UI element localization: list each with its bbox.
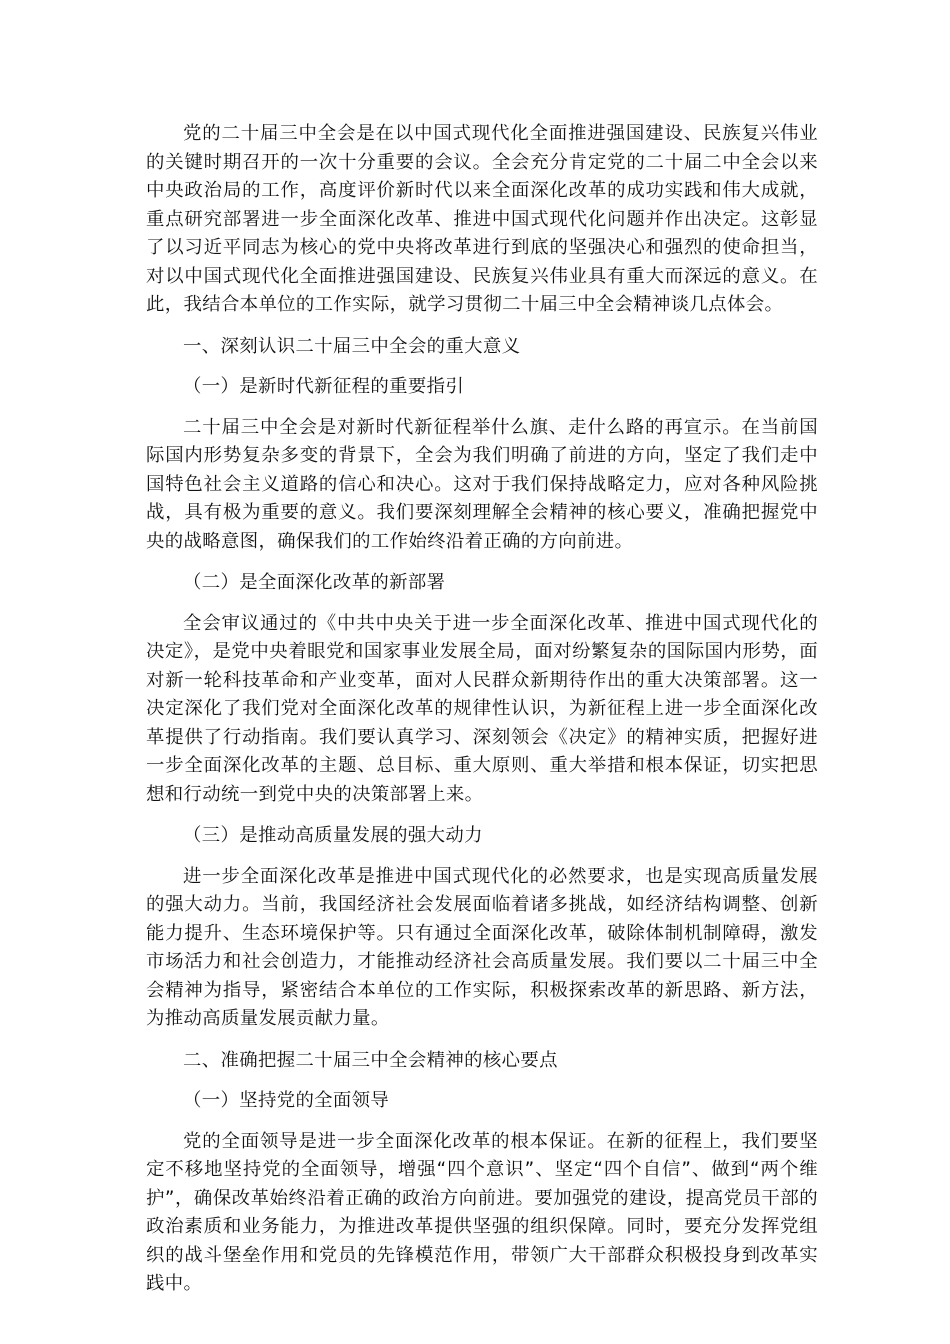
intro-paragraph: 党的二十届三中全会是在以中国式现代化全面推进强国建设、民族复兴伟业的关键时期召开的一次十分重要的会议。全会充分肯定党的二十届二中全会以来中央政治局的工作，高度评价新时代以来全面深化改革的成功实践和伟大成就，重点研究部署进一步全面深化改革、推进中国式现代化问题并作出决定。这彰显了以习近平同志为核心的党中央将改革进行到底的坚强决心和强烈的使命担当，对以中国式现代化全面推进强国建设、民族复兴伟业具有重大而深远的意义。在此，我结合本单位的工作实际，就学习贯彻二十届三中全会精神谈几点体会。 xyxy=(146,123,818,315)
spacer xyxy=(146,361,818,373)
spacer xyxy=(146,1034,818,1047)
subheading-1-3: （三）是推动高质量发展的强大动力 xyxy=(183,825,483,846)
spacer xyxy=(146,1075,818,1087)
spacer xyxy=(146,809,818,822)
spacer xyxy=(146,851,818,863)
spacer xyxy=(146,556,818,569)
subheading-2-1: （一）坚持党的全面领导 xyxy=(183,1090,390,1111)
spacer xyxy=(146,402,818,414)
paragraph-2-1: 党的全面领导是进一步全面深化改革的根本保证。在新的征程上，我们要坚定不移地坚持党的全面领导，增强“四个意识”、坚定“四个自信”、做到“两个维护”，确保改革始终沿着正确的政治方向前进。要加强党的建设，提高党员干部的政治素质和业务能力，为推进改革提供坚强的组织保障。同时，要充分发挥党组织的战斗堡垒作用和党员的先锋模范作用，带领广大干部群众积极投身到改革实践中。 xyxy=(146,1130,818,1294)
section-heading-1: 一、深刻认识二十届三中全会的重大意义 xyxy=(183,335,521,357)
paragraph-1-1: 二十届三中全会是对新时代新征程举什么旗、走什么路的再宣示。在当前国际国内形势复杂多变的背景下，全会为我们明确了前进的方向，坚定了我们走中国特色社会主义道路的信心和决心。这对于我们保持战略定力，应对各种风险挑战，具有极为重要的意义。我们要深刻理解全会精神的核心要义，准确把握党中央的战略意图，确保我们的工作始终沿着正确的方向前进。 xyxy=(146,416,818,552)
spacer xyxy=(146,598,818,610)
section-heading-2: 二、准确把握二十届三中全会精神的核心要点 xyxy=(183,1049,558,1071)
paragraph-1-2: 全会审议通过的《中共中央关于进一步全面深化改革、推进中国式现代化的决定》，是党中央着眼党和国家事业发展全局，面对纷繁复杂的国际国内形势，面对新一轮科技革命和产业变革，面对人民群众新期待作出的重大决策部署。这一决定深化了我们党对全面深化改革的规律性认识，为新征程上进一步全面深化改革提供了行动指南。我们要认真学习、深刻领会《决定》的精神实质，把握好进一步全面深化改革的主题、总目标、重大原则、重大举措和根本保证，切实把思想和行动统一到党中央的决策部署上来。 xyxy=(146,612,818,805)
paragraph-1-3: 进一步全面深化改革是推进中国式现代化的必然要求，也是实现高质量发展的强大动力。当前，我国经济社会发展面临着诸多挑战，如经济结构调整、创新能力提升、生态环境保护等。只有通过全面深化改革，破除体制机制障碍，激发市场活力和社会创造力，才能推动经济社会高质量发展。我们要以二十届三中全会精神为指导，紧密结合本单位的工作实际，积极探索改革的新思路、新方法，为推动高质量发展贡献力量。 xyxy=(146,865,818,1029)
spacer xyxy=(146,320,818,333)
subheading-1-1: （一）是新时代新征程的重要指引 xyxy=(183,376,465,397)
document-body xyxy=(146,120,818,1299)
subheading-1-2: （二）是全面深化改革的新部署 xyxy=(183,572,446,593)
spacer xyxy=(146,1116,818,1128)
